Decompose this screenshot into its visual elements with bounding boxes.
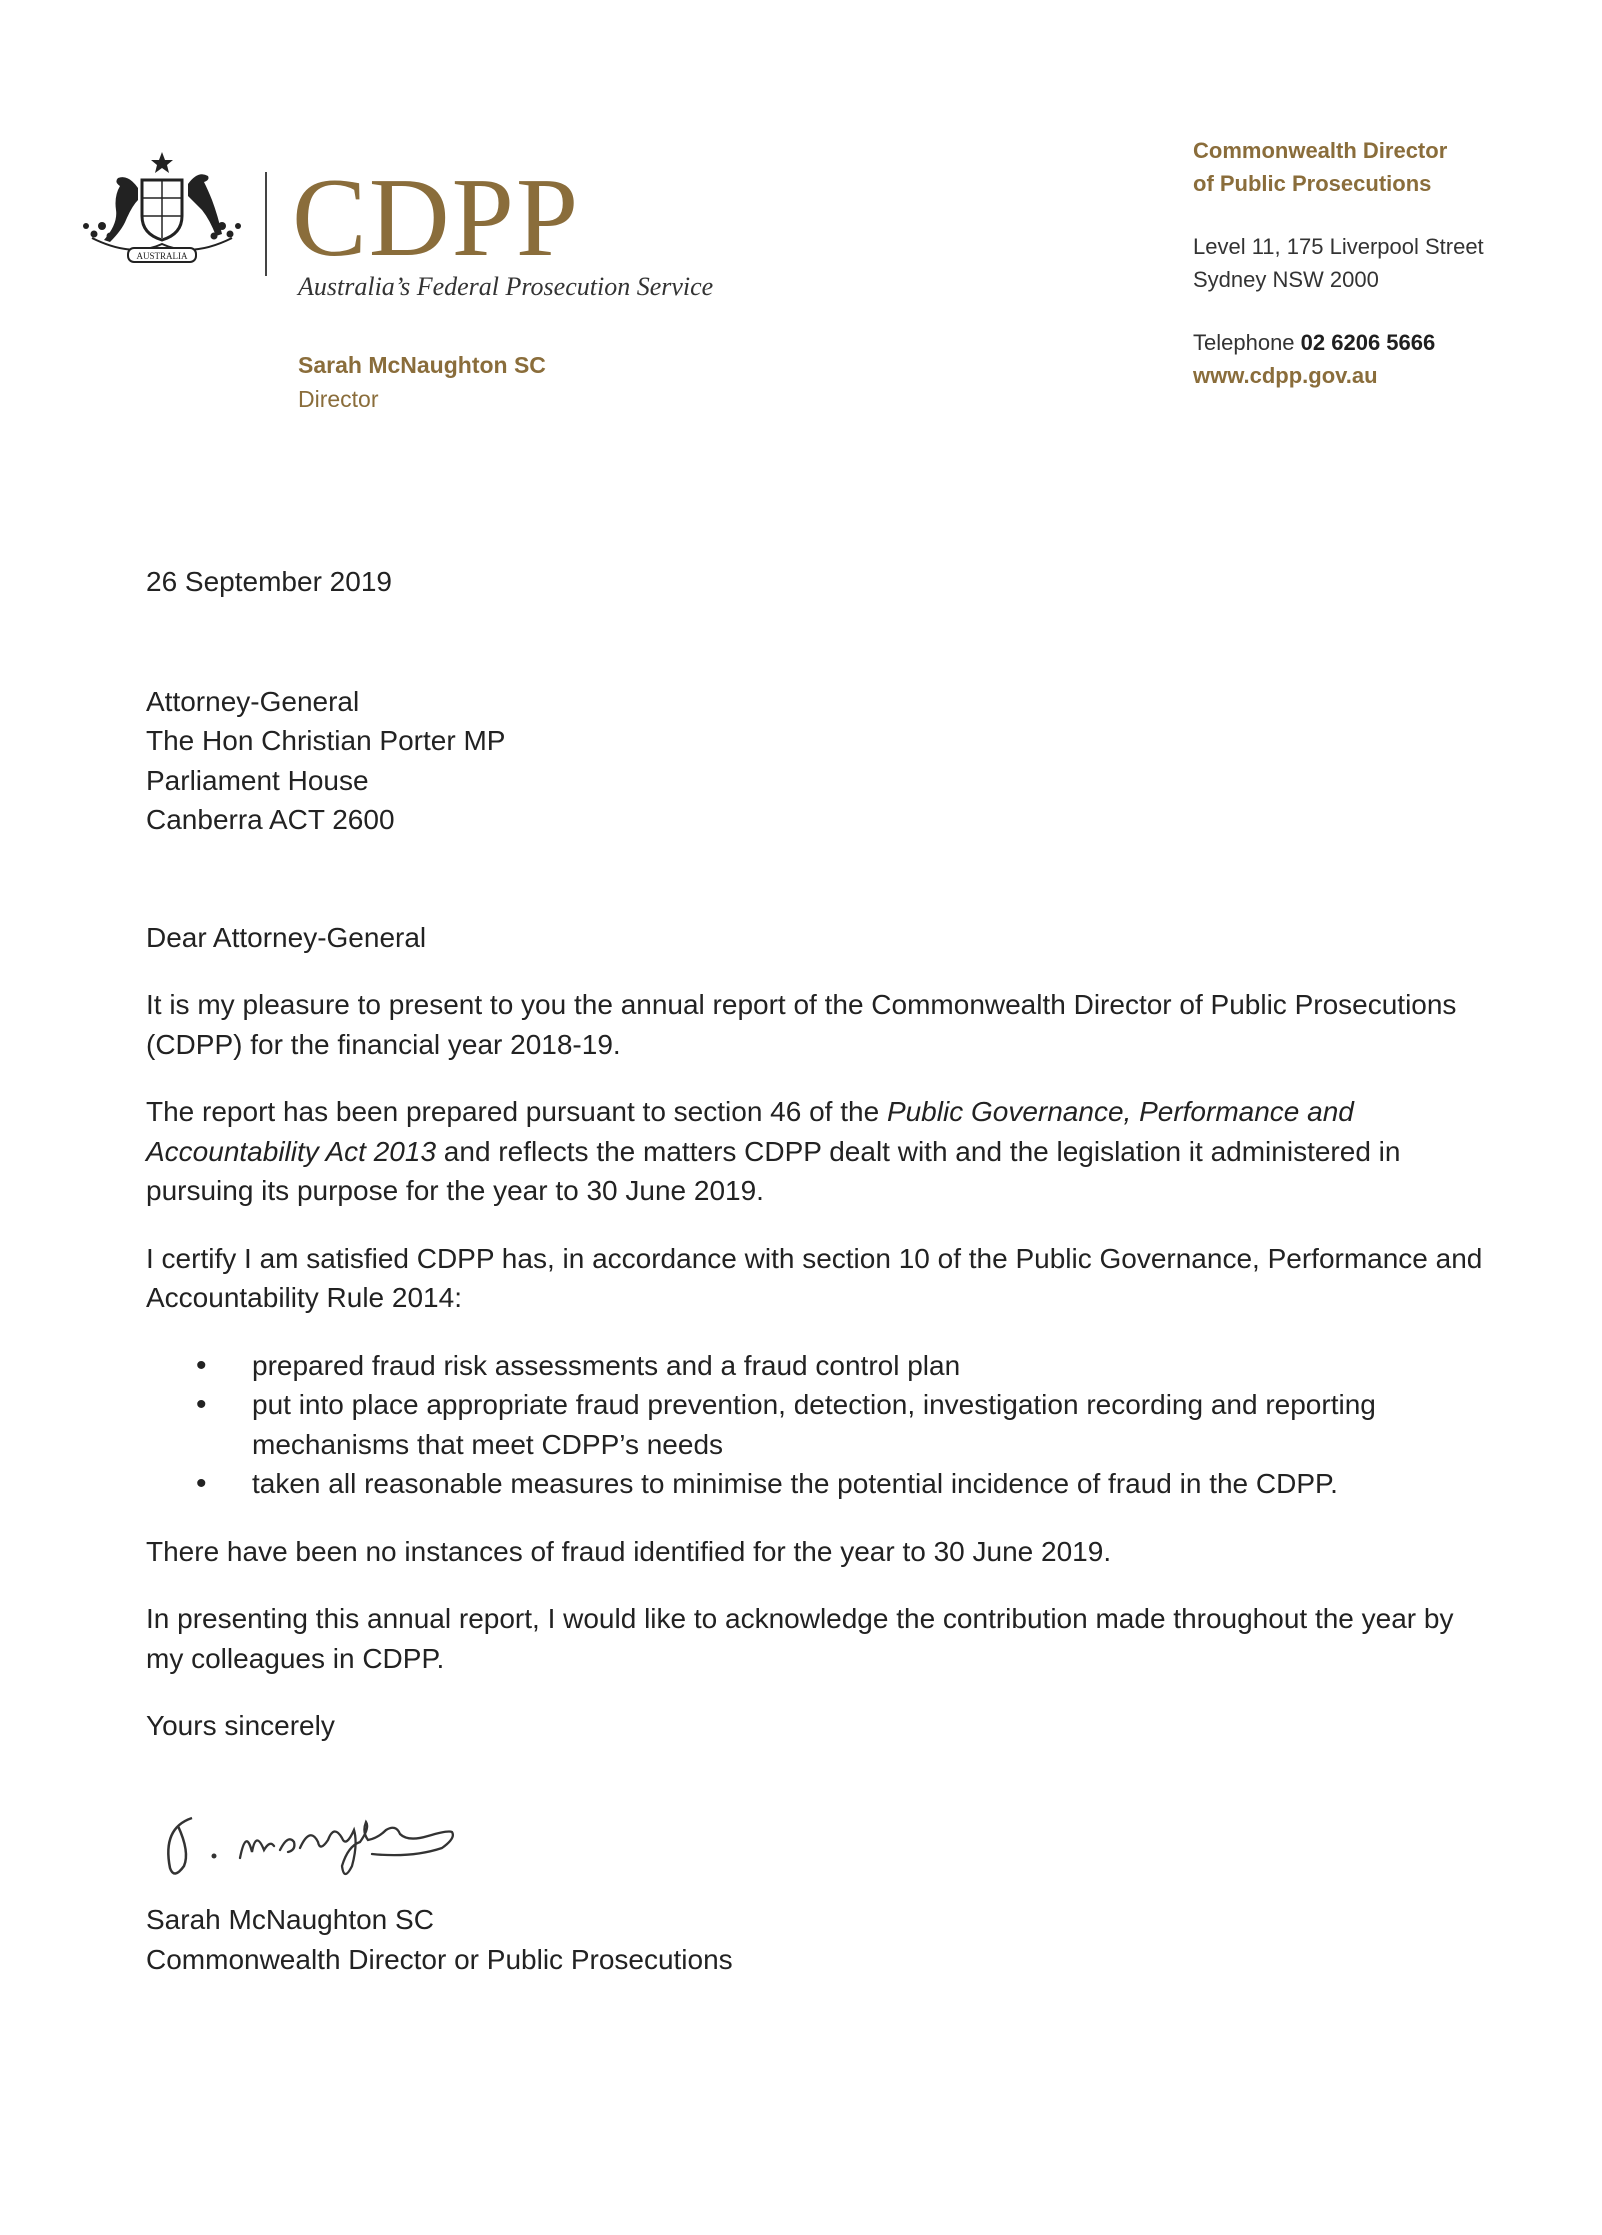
office-address-line-2: Sydney NSW 2000	[1193, 267, 1379, 292]
office-website-link[interactable]: www.cdpp.gov.au	[1193, 363, 1378, 388]
header-divider	[265, 172, 267, 276]
brand-tagline: Australia’s Federal Prosecution Service	[298, 272, 714, 301]
closing: Yours sincerely	[146, 1710, 335, 1741]
office-details	[1193, 134, 1484, 392]
paragraph-4: There have been no instances of fraud identified for the year to 30 June 2019.	[146, 1535, 1112, 1567]
list-item: • taken all reasonable measures to minimise the potential incidence of fraud in the CDPP.	[146, 1464, 1486, 1504]
list-item: • prepared fraud risk assessments and a fraud control plan	[146, 1346, 1486, 1386]
paragraph-2-lead: The report has been prepared pursuant to section 46 of the	[146, 1096, 887, 1127]
telephone-label: Telephone	[1193, 330, 1295, 355]
recipient-line: Parliament House	[146, 764, 369, 796]
brand-wordmark: CDPP	[292, 156, 581, 280]
paragraph-3: I certify I am satisfied CDPP has, in accordance with section 10 of the Public Governance, Performance and Accountability Rule 2014:	[146, 1242, 1483, 1313]
signer-block	[146, 1900, 733, 1979]
office-telephone	[1193, 326, 1484, 359]
recipient-line: Attorney-General	[146, 685, 360, 717]
act-title: Public Governance, Performance and Accountability Act 2013	[146, 1096, 1354, 1167]
director-name: Sarah McNaughton SC	[298, 352, 546, 378]
salutation: Dear Attorney-General	[146, 921, 427, 953]
paragraph-5: In presenting this annual report, I would like to acknowledge the contribution made throughout the year by my colleagues in CDPP.	[146, 1603, 1454, 1674]
handwritten-signature	[152, 1788, 552, 1898]
signer-title: Commonwealth Director or Public Prosecutions	[146, 1943, 733, 1975]
office-org-line-1: Commonwealth Director	[1193, 138, 1448, 163]
paragraph-2-tail: and reflects the matters CDPP dealt with and the legislation it administered in pursuing its purpose for the year to 30 June 2019.	[146, 1135, 1401, 1206]
recipient-address	[146, 682, 1486, 840]
office-address-line-1: Level 11, 175 Liverpool Street	[1193, 234, 1484, 259]
signer-name: Sarah McNaughton SC	[146, 1904, 434, 1935]
office-org-line-2: of Public Prosecutions	[1193, 171, 1432, 196]
letter-body	[146, 562, 1486, 1746]
recipient-line: Canberra ACT 2600	[146, 804, 395, 835]
certification-list	[146, 1346, 1486, 1504]
director-role: Director	[298, 386, 379, 412]
paragraph-2	[146, 1092, 1486, 1211]
paragraph-1: It is my pleasure to present to you the annual report of the Commonwealth Director of Public Prosecutions (CDPP) for the financial year 2018-19.	[146, 989, 1457, 1060]
list-item: • put into place appropriate fraud prevention, detection, investigation recording and reporting mechanisms that meet CDPP’s needs	[146, 1385, 1486, 1464]
letter-date: 26 September 2019	[146, 566, 392, 597]
recipient-line: The Hon Christian Porter MP	[146, 725, 506, 756]
coat-of-arms-logo	[72, 148, 252, 276]
telephone-number: 02 6206 5666	[1300, 330, 1436, 355]
crest-scroll-text: AUSTRALIA	[136, 251, 188, 261]
